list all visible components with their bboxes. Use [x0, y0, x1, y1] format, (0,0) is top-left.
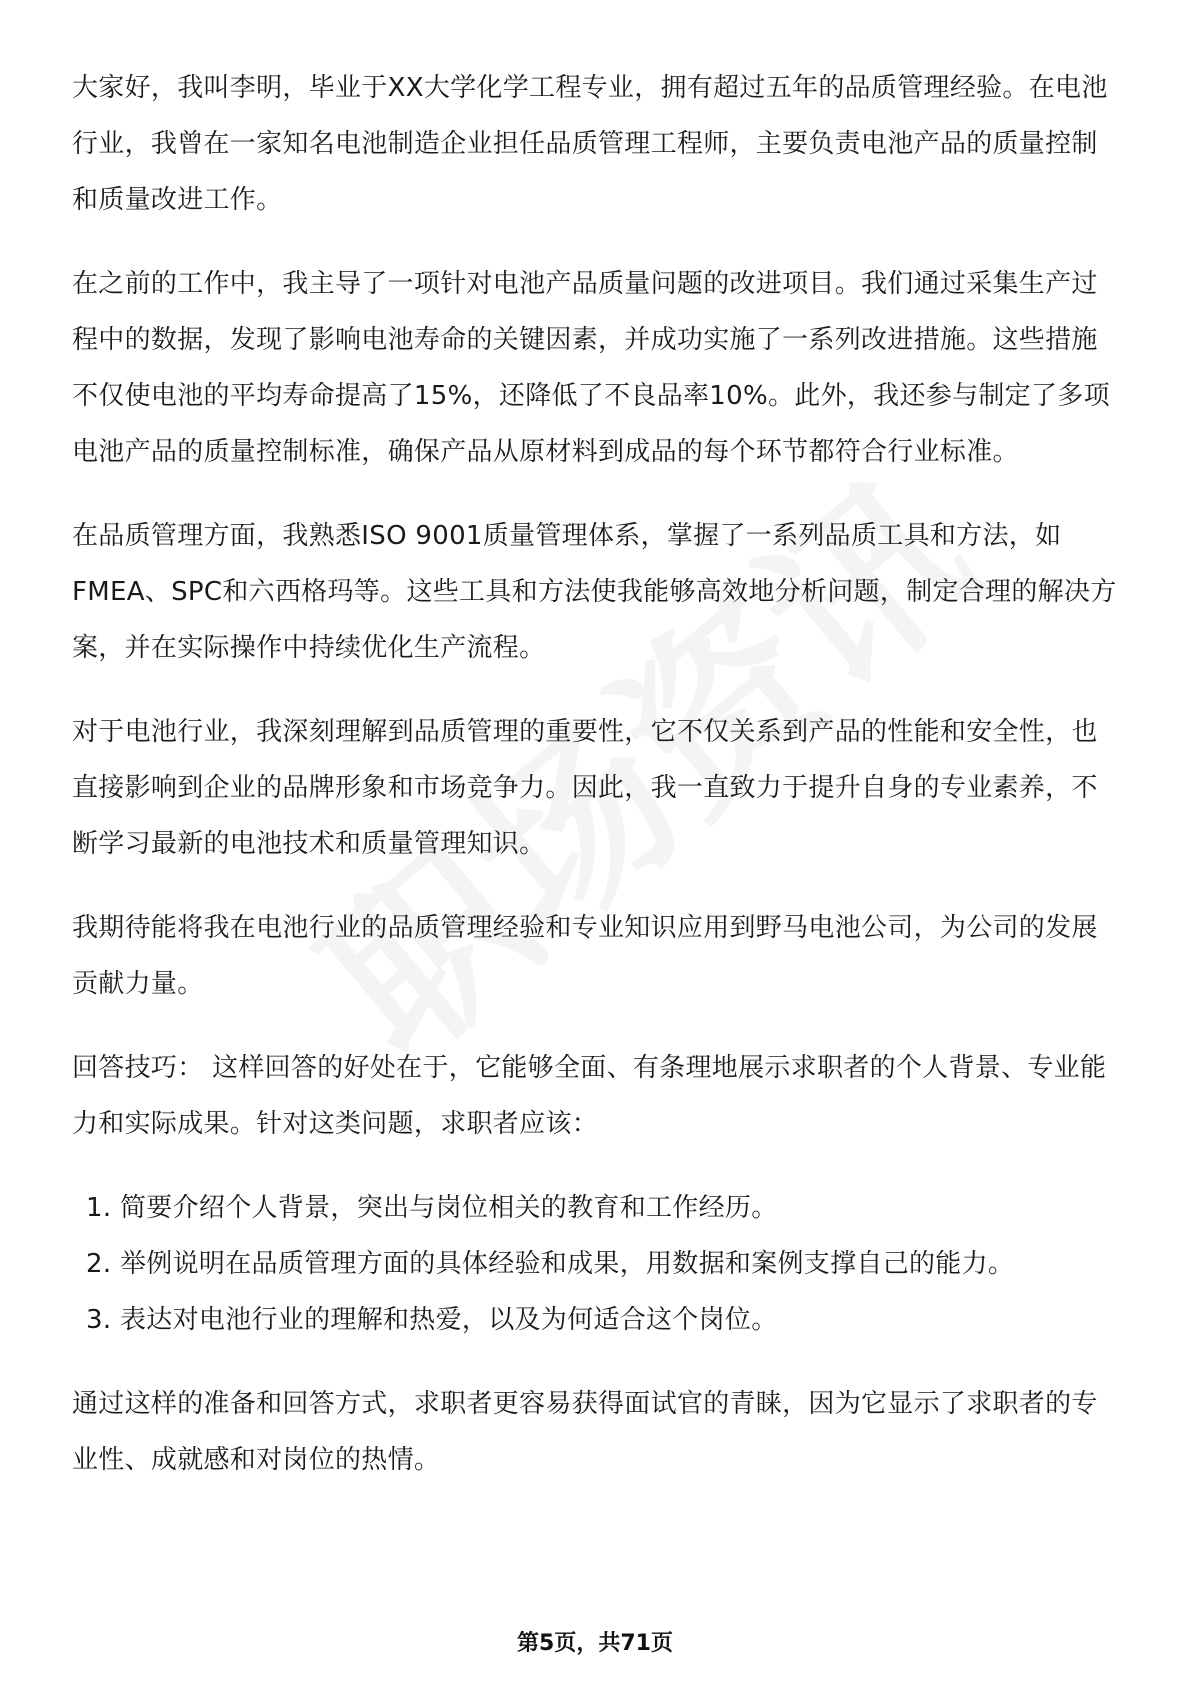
list-item	[72, 1292, 1122, 1348]
list-item-text: 举例说明在品质管理方面的具体经验和成果，用数据和案例支撑自己的能力。	[120, 1249, 1015, 1279]
conclusion-paragraph: 通过这样的准备和回答方式，求职者更容易获得面试官的青睐，因为它显示了求职者的专业性、成就感和对岗位的热情。	[72, 1389, 1098, 1475]
page-number-footer: 第5页，共71页	[517, 1631, 673, 1656]
list-item	[72, 1180, 1122, 1236]
list-item-number: 1.	[86, 1193, 112, 1223]
quality-methods-paragraph: 在品质管理方面，我熟悉ISO 9001质量管理体系，掌握了一系列品质工具和方法，如FMEA、SPC和六西格玛等。这些工具和方法使我能够高效地分析问题，制定合理的解决方案，并在实际操作中持续优化生产流程。	[72, 521, 1117, 663]
list-item-text: 表达对电池行业的理解和热爱，以及为何适合这个岗位。	[120, 1305, 778, 1335]
expectation-paragraph: 我期待能将我在电池行业的品质管理经验和专业知识应用到野马电池公司，为公司的发展贡献力量。	[72, 913, 1098, 999]
project-paragraph: 在之前的工作中，我主导了一项针对电池产品质量问题的改进项目。我们通过采集生产过程中的数据，发现了影响电池寿命的关键因素，并成功实施了一系列改进措施。这些措施不仅使电池的平均寿命提高了15%，还降低了不良品率10%。此外，我还参与制定了多项电池产品的质量控制标准，确保产品从原材料到成品的每个环节都符合行业标准。	[72, 269, 1110, 467]
tips-list	[72, 1180, 1122, 1348]
tips-intro-paragraph: 回答技巧： 这样回答的好处在于，它能够全面、有条理地展示求职者的个人背景、专业能力和实际成果。针对这类问题，求职者应该：	[72, 1053, 1107, 1139]
industry-understanding-paragraph: 对于电池行业，我深刻理解到品质管理的重要性，它不仅关系到产品的性能和安全性，也直接影响到企业的品牌形象和市场竞争力。因此，我一直致力于提升自身的专业素养，不断学习最新的电池技术和质量管理知识。	[72, 717, 1098, 859]
list-item	[72, 1236, 1122, 1292]
list-item-number: 3.	[86, 1305, 112, 1335]
list-item-text: 简要介绍个人背景，突出与岗位相关的教育和工作经历。	[120, 1193, 778, 1223]
list-item-number: 2.	[86, 1249, 112, 1279]
document-body	[72, 60, 1122, 1488]
intro-paragraph: 大家好，我叫李明，毕业于XX大学化学工程专业，拥有超过五年的品质管理经验。在电池行业，我曾在一家知名电池制造企业担任品质管理工程师，主要负责电池产品的质量控制和质量改进工作。	[72, 73, 1108, 215]
